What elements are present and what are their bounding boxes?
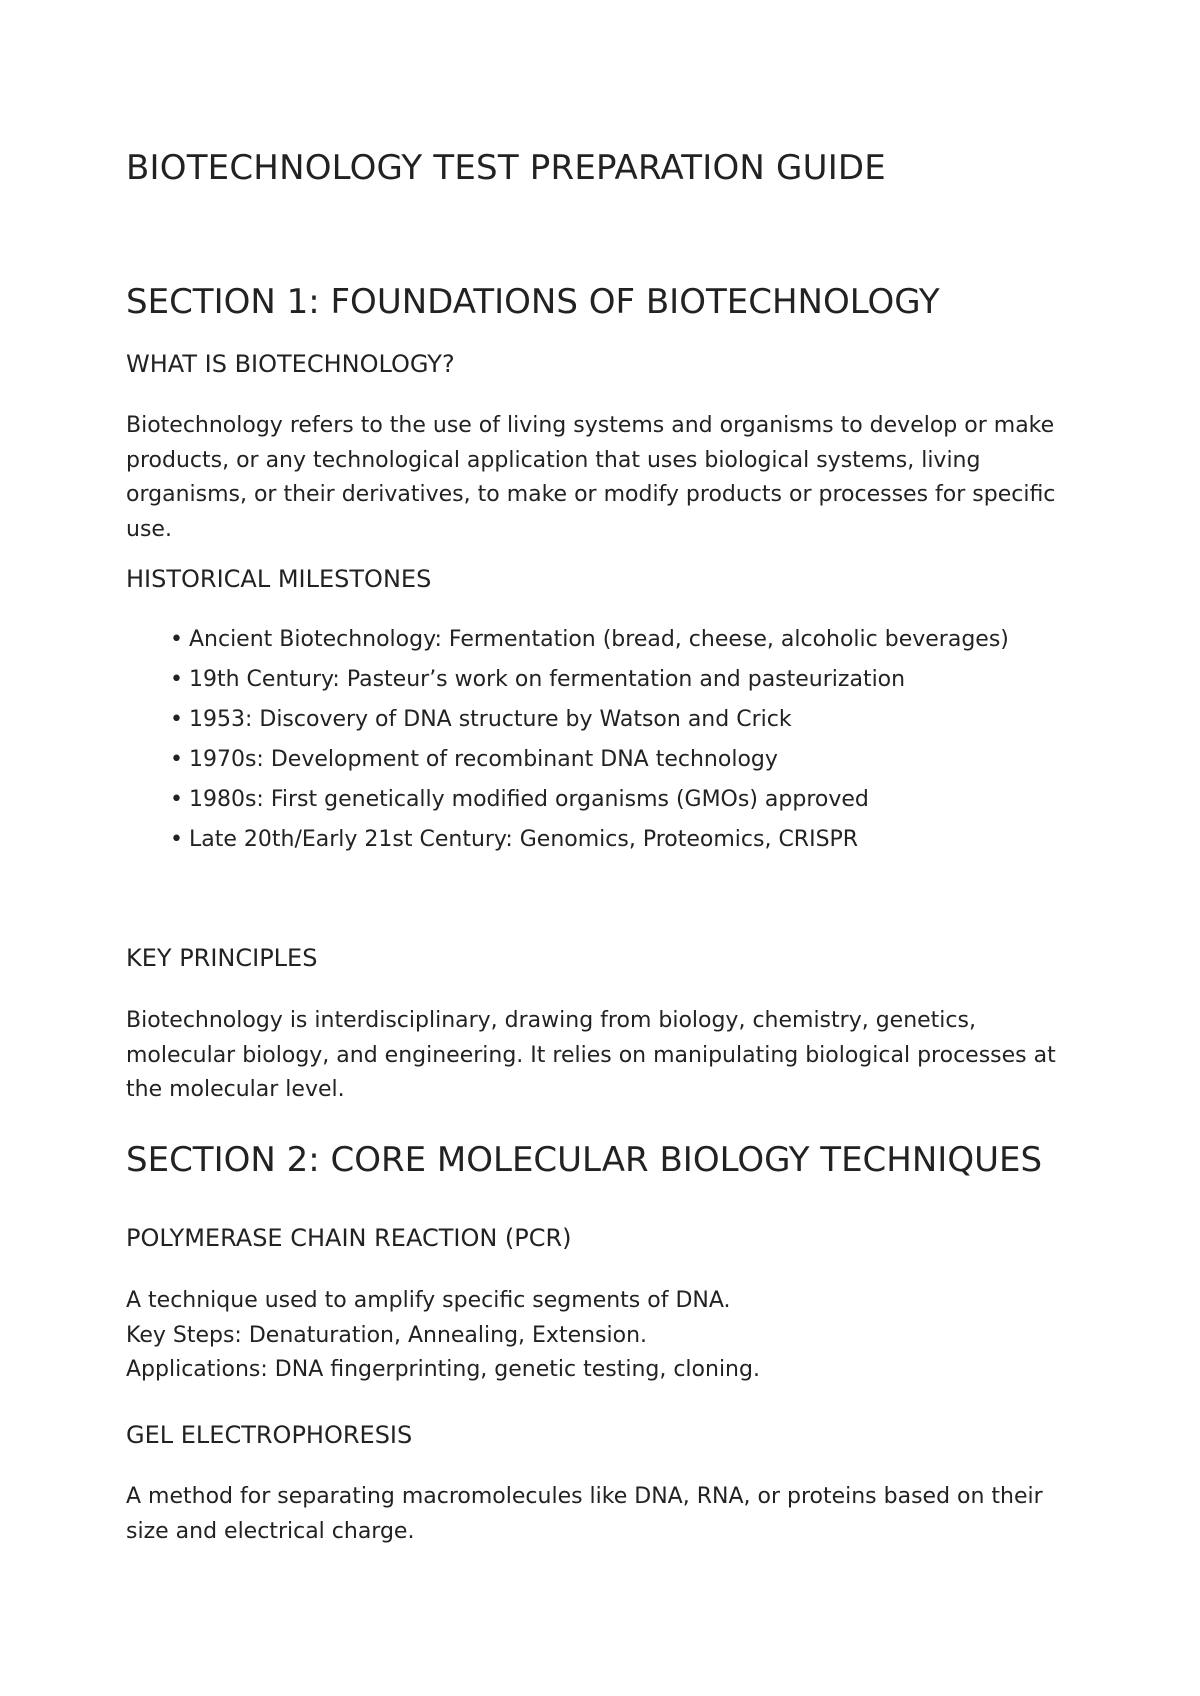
document-title: BIOTECHNOLOGY TEST PREPARATION GUIDE: [126, 148, 886, 188]
pcr-line: Applications: DNA fingerprinting, genetic testing, cloning.: [126, 1357, 760, 1382]
gel-electrophoresis-paragraph: A method for separating macromolecules like DNA, RNA, or proteins based on their size and electrical charge.: [126, 1484, 1043, 1544]
list-item: • Late 20th/Early 21st Century: Genomics, Proteomics, CRISPR: [170, 820, 1009, 860]
pcr-line: Key Steps: Denaturation, Annealing, Extension.: [126, 1322, 648, 1348]
list-item: • Ancient Biotechnology: Fermentation (bread, cheese, alcoholic beverages): [170, 620, 1009, 660]
gel-electrophoresis-heading: GEL ELECTROPHORESIS: [126, 1421, 413, 1449]
what-is-biotechnology-paragraph: Biotechnology refers to the use of living systems and organisms to develop or make products, or any technological application that uses biological systems, living organisms, or their derivatives, to make or modify products or processes for specific use.: [126, 413, 1056, 542]
historical-milestones-heading: HISTORICAL MILESTONES: [126, 565, 432, 593]
pcr-heading: POLYMERASE CHAIN REACTION (PCR): [126, 1224, 572, 1252]
section-1-title: SECTION 1: FOUNDATIONS OF BIOTECHNOLOGY: [126, 282, 940, 322]
pcr-paragraph: [126, 1284, 1086, 1388]
list-item: • 1980s: First genetically modified organisms (GMOs) approved: [170, 780, 1009, 820]
key-principles-paragraph: Biotechnology is interdisciplinary, drawing from biology, chemistry, genetics, molecular biology, and engineering. It relies on manipulating biological processes at the molecular level.: [126, 1008, 1056, 1102]
section-2-title: SECTION 2: CORE MOLECULAR BIOLOGY TECHNIQUES: [126, 1140, 1043, 1180]
list-item: • 1953: Discovery of DNA structure by Watson and Crick: [170, 700, 1009, 740]
key-principles-heading: KEY PRINCIPLES: [126, 944, 318, 972]
list-item: • 1970s: Development of recombinant DNA technology: [170, 740, 1009, 780]
what-is-biotechnology-heading: WHAT IS BIOTECHNOLOGY?: [126, 350, 455, 378]
pcr-line: A technique used to amplify specific segments of DNA.: [126, 1288, 731, 1313]
milestones-list: [170, 620, 1009, 860]
list-item: • 19th Century: Pasteur’s work on fermentation and pasteurization: [170, 660, 1009, 700]
